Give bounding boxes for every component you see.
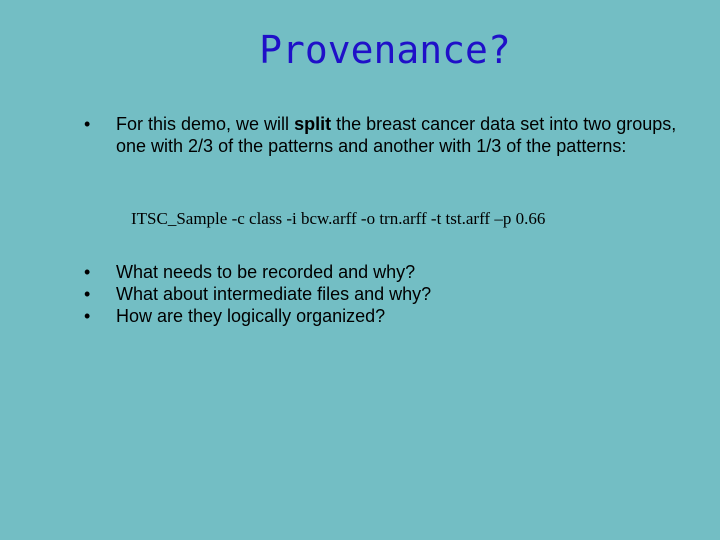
bullet-dot: • (84, 306, 91, 326)
slide-title: Provenance? (259, 28, 511, 72)
question-bullet-list (84, 261, 684, 327)
question-text: How are they logically organized? (116, 306, 386, 326)
intro-bullet (84, 113, 684, 157)
question-text: What needs to be recorded and why? (116, 262, 416, 282)
question-bullet (84, 305, 684, 327)
intro-text-after: the breast cancer data set into two groups, one with 2/3 of the patterns and another with 1/3 of the patterns: (116, 114, 677, 156)
question-bullet (84, 261, 684, 283)
question-bullet (84, 283, 684, 305)
bullet-dot: • (84, 284, 91, 304)
intro-text-before: For this demo, we will (116, 114, 295, 134)
intro-bullet-list (84, 113, 684, 157)
intro-emphasis: split (294, 114, 332, 134)
command-line: ITSC_Sample -c class -i bcw.arff -o trn.arff -t tst.arff –p 0.66 (131, 209, 546, 228)
bullet-dot: • (84, 114, 91, 134)
bullet-dot: • (84, 262, 91, 282)
question-text: What about intermediate files and why? (116, 284, 432, 304)
